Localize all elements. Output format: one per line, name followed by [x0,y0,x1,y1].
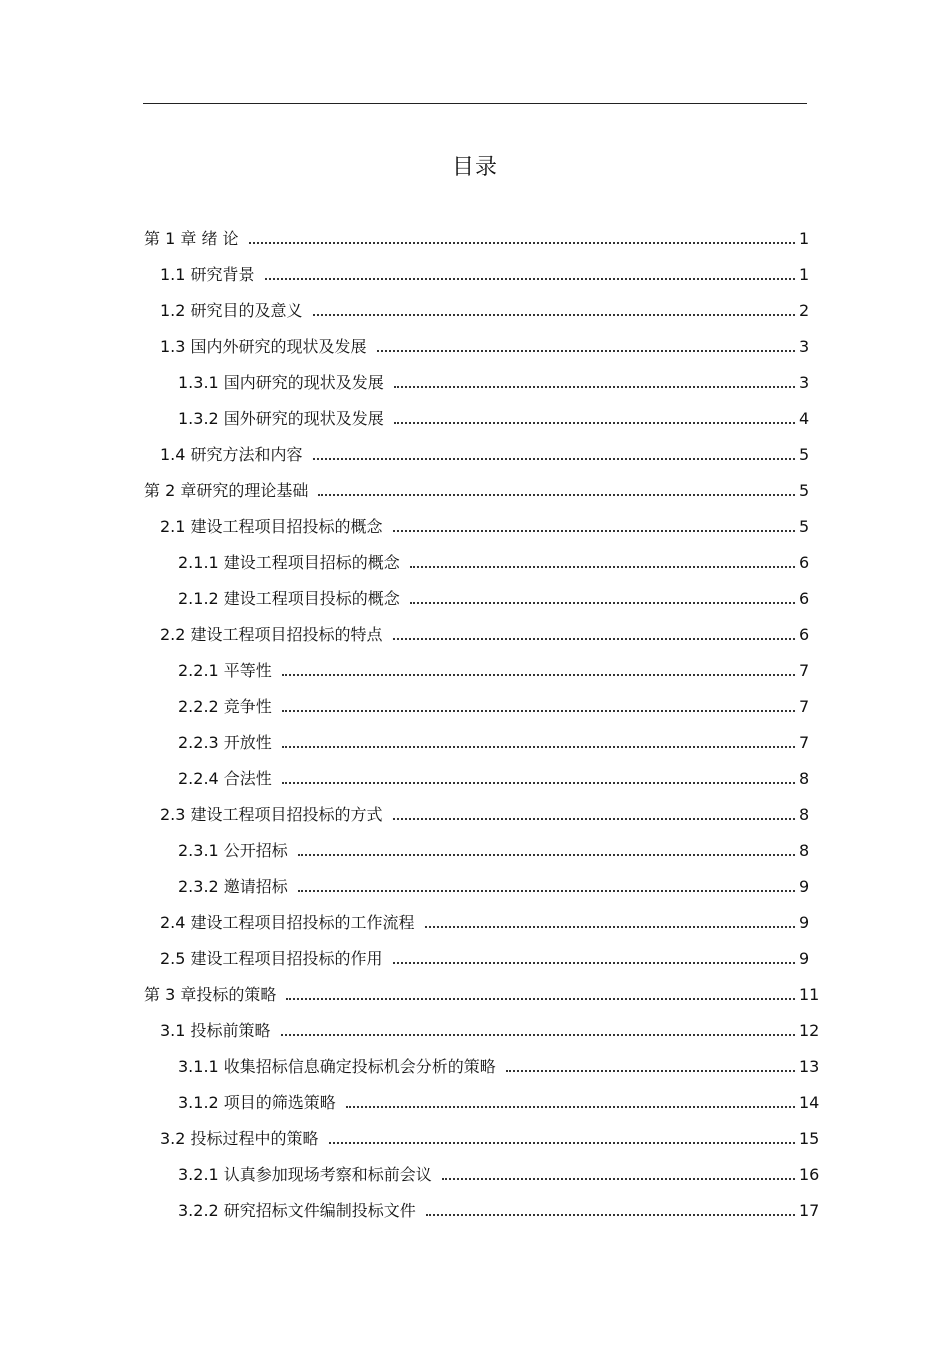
toc-entry[interactable] [0,1121,950,1157]
toc-entry-label: 3.2 投标过程中的策略 [160,1129,319,1148]
toc-page-number: 7 [797,725,811,761]
toc-entry-label: 3.2.1 认真参加现场考察和标前会议 [178,1165,432,1184]
toc-entry[interactable] [0,545,950,581]
toc-entry-label: 第 1 章 绪 论 [144,229,239,248]
toc-dot-leader [393,524,807,532]
toc-page-number: 6 [797,617,811,653]
toc-page-number: 1 [797,221,811,257]
toc-page-number: 7 [797,653,811,689]
toc-entry[interactable] [0,689,950,725]
toc-page-number: 9 [797,941,811,977]
toc-entry-label: 2.2.2 竞争性 [178,697,272,716]
toc-dot-leader [329,1136,807,1144]
toc-page-number: 16 [797,1157,821,1193]
toc-entry-label: 2.1.1 建设工程项目招标的概念 [178,553,400,572]
toc-dot-leader [298,884,807,892]
toc-entry-label: 2.2.3 开放性 [178,733,272,752]
toc-dot-leader [442,1172,807,1180]
toc-entry-label: 2.1 建设工程项目招投标的概念 [160,517,383,536]
toc-entry-label: 3.1 投标前策略 [160,1021,271,1040]
toc-entry-label: 1.4 研究方法和内容 [160,445,303,464]
toc-page-number: 14 [797,1085,821,1121]
toc-page-number: 7 [797,689,811,725]
toc-dot-leader [506,1064,807,1072]
toc-page-number: 12 [797,1013,821,1049]
toc-entry[interactable] [0,617,950,653]
toc-dot-leader [426,1208,807,1216]
toc-dot-leader [394,416,807,424]
toc-page-number: 1 [797,257,811,293]
toc-dot-leader [298,848,807,856]
toc-page-number: 6 [797,581,811,617]
toc-entry-label: 3.2.2 研究招标文件编制投标文件 [178,1201,416,1220]
toc-dot-leader [313,308,807,316]
toc-entry-label: 第 3 章投标的策略 [144,985,277,1004]
toc-dot-leader [393,956,807,964]
toc-entry-label: 3.1.1 收集招标信息确定投标机会分析的策略 [178,1057,496,1076]
toc-page-number: 3 [797,365,811,401]
toc-page-number: 4 [797,401,811,437]
toc-page-number: 8 [797,761,811,797]
toc-page-number: 11 [797,977,821,1013]
toc-dot-leader [393,812,807,820]
toc-page-number: 5 [797,437,811,473]
toc-dot-leader [393,632,807,640]
toc-dot-leader [410,560,807,568]
toc-entry[interactable] [0,1157,950,1193]
toc-entry[interactable] [0,797,950,833]
table-of-contents [0,221,950,1229]
toc-entry[interactable] [0,329,950,365]
toc-entry[interactable] [0,257,950,293]
toc-entry-label: 2.1.2 建设工程项目投标的概念 [178,589,400,608]
toc-page-number: 13 [797,1049,821,1085]
toc-dot-leader [282,776,807,784]
toc-page-number: 8 [797,833,811,869]
toc-entry-label: 2.5 建设工程项目招投标的作用 [160,949,383,968]
toc-page-number: 9 [797,869,811,905]
toc-entry-label: 1.1 研究背景 [160,265,255,284]
toc-entry[interactable] [0,437,950,473]
toc-entry[interactable] [0,653,950,689]
toc-page-number: 5 [797,473,811,509]
toc-entry[interactable] [0,473,950,509]
toc-dot-leader [425,920,807,928]
toc-entry[interactable] [0,221,950,257]
toc-entry[interactable] [0,581,950,617]
toc-dot-leader [410,596,807,604]
toc-dot-leader [346,1100,807,1108]
toc-dot-leader [281,1028,807,1036]
toc-entry[interactable] [0,1085,950,1121]
toc-entry[interactable] [0,509,950,545]
toc-dot-leader [394,380,807,388]
toc-entry[interactable] [0,761,950,797]
toc-page-number: 15 [797,1121,821,1157]
toc-page-number: 3 [797,329,811,365]
toc-page-number: 5 [797,509,811,545]
toc-entry[interactable] [0,977,950,1013]
toc-entry-label: 2.2 建设工程项目招投标的特点 [160,625,383,644]
toc-entry[interactable] [0,1193,950,1229]
toc-entry-label: 1.2 研究目的及意义 [160,301,303,320]
toc-page-number: 2 [797,293,811,329]
toc-dot-leader [249,236,807,244]
toc-entry-label: 2.3 建设工程项目招投标的方式 [160,805,383,824]
toc-dot-leader [282,704,807,712]
toc-dot-leader [286,992,807,1000]
toc-entry[interactable] [0,869,950,905]
toc-dot-leader [282,740,807,748]
toc-entry-label: 2.3.2 邀请招标 [178,877,288,896]
toc-entry[interactable] [0,1013,950,1049]
toc-dot-leader [313,452,807,460]
toc-entry[interactable] [0,1049,950,1085]
toc-dot-leader [265,272,807,280]
toc-entry-label: 1.3 国内外研究的现状及发展 [160,337,367,356]
toc-entry[interactable] [0,365,950,401]
toc-page-number: 9 [797,905,811,941]
toc-entry[interactable] [0,833,950,869]
toc-entry-label: 1.3.2 国外研究的现状及发展 [178,409,384,428]
toc-entry-label: 2.4 建设工程项目招投标的工作流程 [160,913,415,932]
toc-entry-label: 2.2.1 平等性 [178,661,272,680]
toc-entry[interactable] [0,725,950,761]
toc-page-number: 6 [797,545,811,581]
toc-entry[interactable] [0,293,950,329]
toc-page-number: 17 [797,1193,821,1229]
toc-entry-label: 1.3.1 国内研究的现状及发展 [178,373,384,392]
toc-entry-label: 2.2.4 合法性 [178,769,272,788]
toc-dot-leader [377,344,807,352]
toc-entry[interactable] [0,401,950,437]
toc-dot-leader [282,668,807,676]
toc-page-number: 8 [797,797,811,833]
toc-entry[interactable] [0,941,950,977]
toc-entry-label: 3.1.2 项目的筛选策略 [178,1093,336,1112]
toc-entry[interactable] [0,905,950,941]
page-title: 目录 [451,155,498,180]
toc-entry-label: 第 2 章研究的理论基础 [144,481,309,500]
toc-dot-leader [318,488,807,496]
toc-entry-label: 2.3.1 公开招标 [178,841,288,860]
header-rule [143,103,807,104]
